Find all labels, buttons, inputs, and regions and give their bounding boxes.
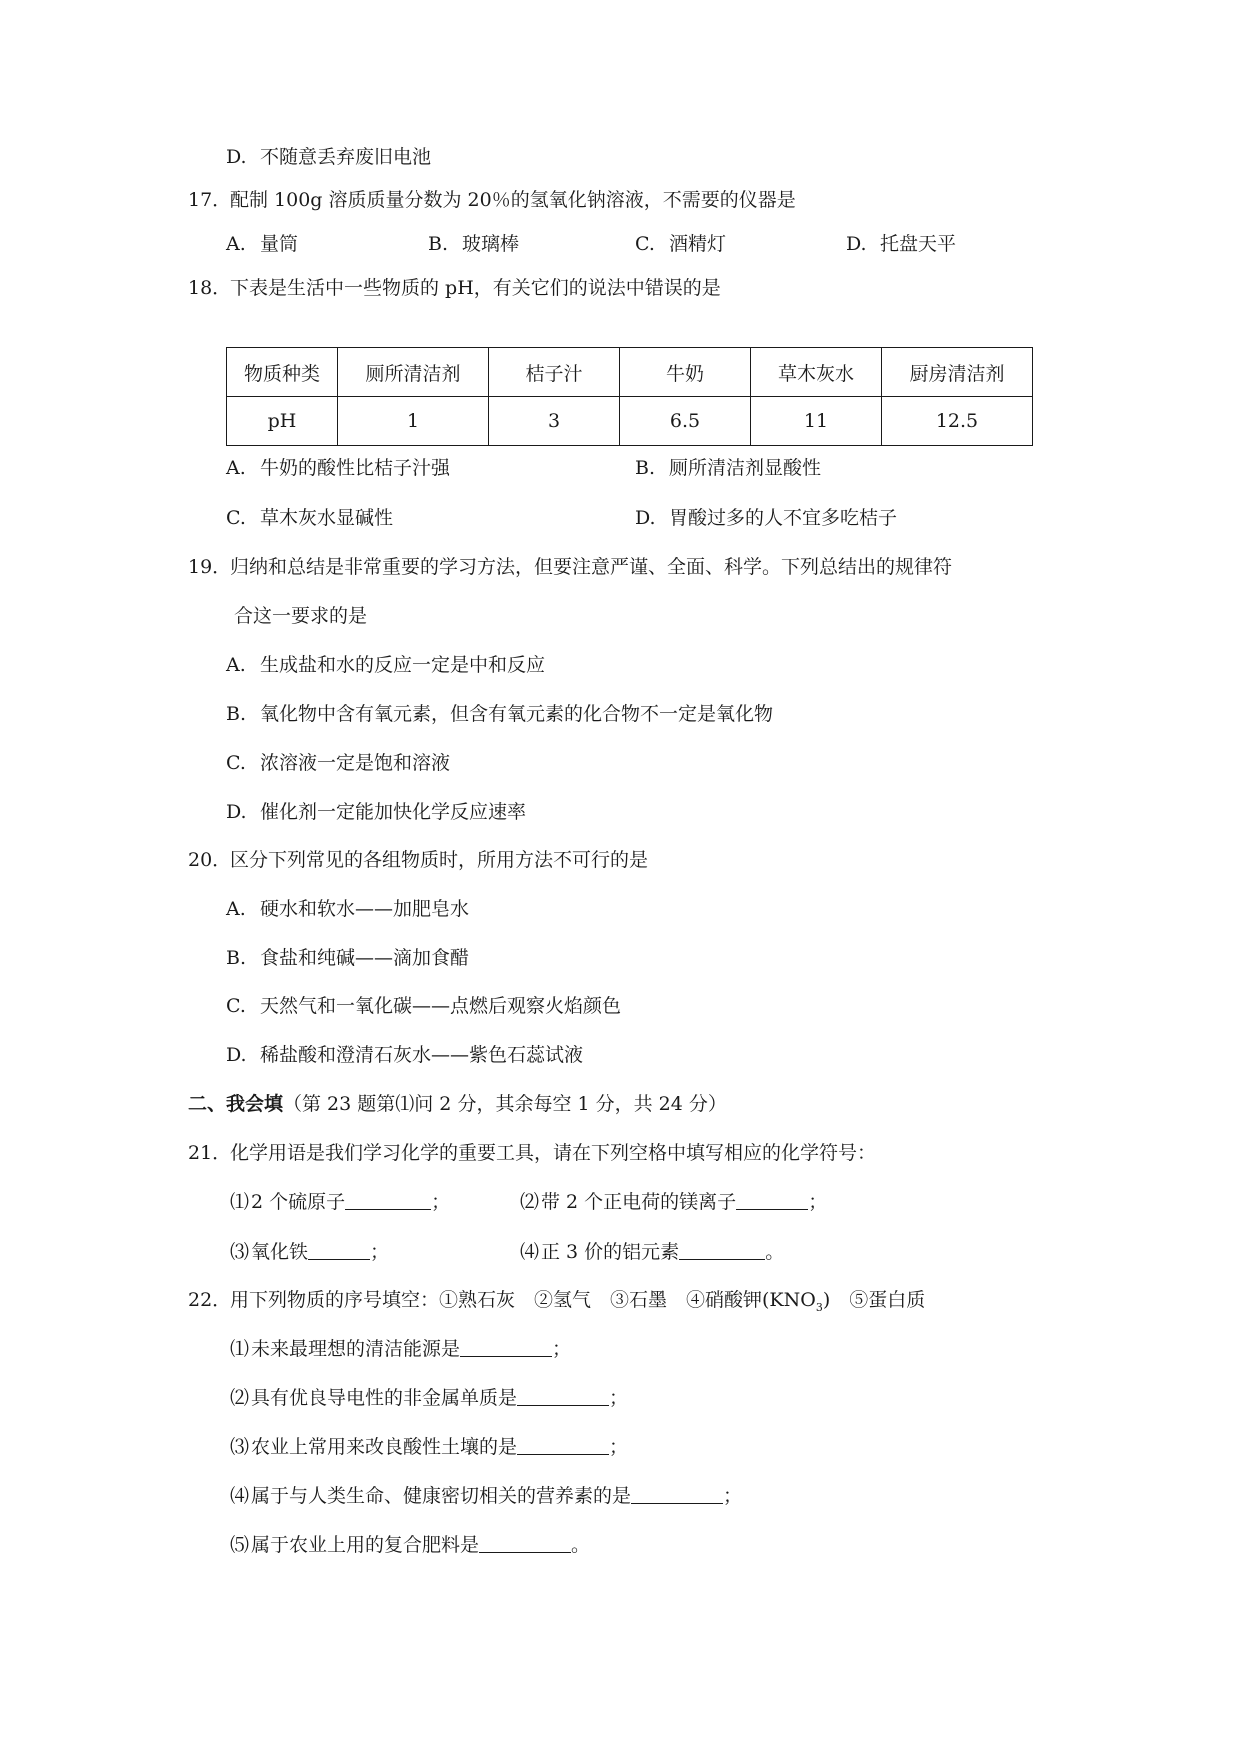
item-number: ⑵ xyxy=(520,1191,540,1213)
question-21 xyxy=(188,1140,876,1166)
answer-blank[interactable] xyxy=(308,1241,370,1260)
option-label: A. xyxy=(226,233,246,255)
q22-item-1 xyxy=(230,1336,571,1362)
question-number: 21． xyxy=(188,1142,232,1164)
option-label: B. xyxy=(226,703,247,725)
item-text: 未来最理想的清洁能源是 xyxy=(251,1338,461,1360)
table-cell: 厨房清洁剂 xyxy=(882,348,1033,397)
option-label: B. xyxy=(226,947,247,969)
option-text: 食盐和纯碱——滴加食醋 xyxy=(260,947,470,969)
q18-option-b xyxy=(635,455,821,481)
answer-blank[interactable] xyxy=(517,1436,609,1455)
item-number: ⑸ xyxy=(230,1534,250,1556)
option-text: 催化剂一定能加快化学反应速率 xyxy=(260,801,527,823)
question-text: 合这一要求的是 xyxy=(234,605,368,627)
answer-blank[interactable] xyxy=(345,1191,431,1210)
item-text: 具有优良导电性的非金属单质是 xyxy=(251,1387,518,1409)
q21-item-4 xyxy=(520,1239,784,1265)
option-text: 稀盐酸和澄清石灰水——紫色石蕊试液 xyxy=(260,1044,584,1066)
item-punct: 。 xyxy=(571,1534,591,1556)
q20-option-a xyxy=(226,896,469,922)
answer-blank[interactable] xyxy=(460,1338,552,1357)
item-text: 正 3 价的铝元素 xyxy=(541,1241,680,1263)
question-number: 19． xyxy=(188,556,232,578)
question-20 xyxy=(188,847,648,873)
table-row xyxy=(227,397,1033,446)
option-label: A. xyxy=(226,898,246,920)
question-text-suffix: ) ⑤蛋白质 xyxy=(822,1289,926,1311)
item-text: 2 个硫原子 xyxy=(251,1191,346,1213)
q22-item-2 xyxy=(230,1385,628,1411)
question-19 xyxy=(188,554,952,580)
question-text: 配制 100g 溶质质量分数为 20％的氢氧化钠溶液，不需要的仪器是 xyxy=(230,189,796,211)
question-number: 17． xyxy=(188,189,232,211)
q19-option-d xyxy=(226,799,526,825)
option-label: A. xyxy=(226,654,246,676)
option-text: 浓溶液一定是饱和溶液 xyxy=(260,752,451,774)
q21-item-2 xyxy=(520,1189,827,1215)
item-text: 属于与人类生命、健康密切相关的营养素的是 xyxy=(251,1485,632,1507)
item-punct: ； xyxy=(723,1485,743,1507)
item-punct: ； xyxy=(808,1191,828,1213)
option-text: 酒精灯 xyxy=(669,233,727,255)
question-22 xyxy=(188,1287,925,1321)
question-number: 20． xyxy=(188,849,232,871)
table-cell: 物质种类 xyxy=(227,348,338,397)
option-text: 草木灰水显碱性 xyxy=(260,507,394,529)
item-punct: ； xyxy=(609,1387,629,1409)
option-label: A. xyxy=(226,457,246,479)
q20-option-b xyxy=(226,945,469,971)
item-text: 氧化铁 xyxy=(251,1241,309,1263)
item-text: 带 2 个正电荷的镁离子 xyxy=(541,1191,737,1213)
option-text: 厕所清洁剂显酸性 xyxy=(669,457,822,479)
table-cell: 草木灰水 xyxy=(751,348,882,397)
question-text: 下表是生活中一些物质的 pH，有关它们的说法中错误的是 xyxy=(230,277,721,299)
answer-blank[interactable] xyxy=(479,1534,571,1553)
q17-option-d xyxy=(846,231,956,257)
option-text: 玻璃棒 xyxy=(462,233,520,255)
table-cell: pH xyxy=(227,397,338,446)
q20-option-d xyxy=(226,1042,583,1068)
option-label: D. xyxy=(226,146,247,168)
q21-item-1 xyxy=(230,1189,450,1215)
item-punct: ； xyxy=(609,1436,629,1458)
question-text: 用下列物质的序号填空：①熟石灰 ②氢气 ③石墨 ④硝酸钾(KNO xyxy=(230,1289,816,1311)
item-number: ⑷ xyxy=(230,1485,250,1507)
q22-item-4 xyxy=(230,1483,742,1509)
item-punct: ； xyxy=(431,1191,451,1213)
option-label: D. xyxy=(226,1044,247,1066)
question-number: 22． xyxy=(188,1289,232,1311)
q17-option-c xyxy=(635,231,726,257)
option-text: 牛奶的酸性比桔子汁强 xyxy=(260,457,451,479)
formula-subscript: 3 xyxy=(815,1300,823,1314)
table-header-row xyxy=(227,348,1033,397)
table-cell: 6.5 xyxy=(620,397,751,446)
option-text: 硬水和软水——加肥皂水 xyxy=(260,898,470,920)
table-cell: 11 xyxy=(751,397,882,446)
question-17 xyxy=(188,187,796,213)
item-number: ⑴ xyxy=(230,1191,250,1213)
option-text: 天然气和一氧化碳——点燃后观察火焰颜色 xyxy=(260,995,622,1017)
question-18 xyxy=(188,275,721,301)
option-label: C. xyxy=(226,507,246,529)
option-text: 胃酸过多的人不宜多吃桔子 xyxy=(669,507,898,529)
question-text: 归纳和总结是非常重要的学习方法，但要注意严谨、全面、科学。下列总结出的规律符 xyxy=(230,556,953,578)
option-text: 氧化物中含有氧元素，但含有氧元素的化合物不一定是氧化物 xyxy=(260,703,774,725)
item-punct: 。 xyxy=(765,1241,785,1263)
answer-blank[interactable] xyxy=(631,1485,723,1504)
question-text: 化学用语是我们学习化学的重要工具，请在下列空格中填写相应的化学符号： xyxy=(230,1142,877,1164)
section-title: 二、我会填 xyxy=(188,1093,284,1115)
question-number: 18． xyxy=(188,277,232,299)
q19-option-c xyxy=(226,750,450,776)
q19-option-b xyxy=(226,701,773,727)
answer-blank[interactable] xyxy=(517,1387,609,1406)
q22-item-3 xyxy=(230,1434,628,1460)
q21-item-3 xyxy=(230,1239,389,1265)
option-label: C. xyxy=(635,233,655,255)
section-note: （第 23 题第⑴问 2 分，其余每空 1 分，共 24 分） xyxy=(283,1093,727,1115)
q16-option-d xyxy=(226,144,431,170)
item-punct: ； xyxy=(370,1241,390,1263)
item-number: ⑵ xyxy=(230,1387,250,1409)
table-cell: 牛奶 xyxy=(620,348,751,397)
q18-option-a xyxy=(226,455,450,481)
item-number: ⑴ xyxy=(230,1338,250,1360)
table-cell: 3 xyxy=(489,397,620,446)
answer-blank[interactable] xyxy=(679,1241,765,1260)
q17-option-a xyxy=(226,231,298,257)
q22-item-5 xyxy=(230,1532,590,1558)
option-label: C. xyxy=(226,995,246,1017)
question-text: 区分下列常见的各组物质时，所用方法不可行的是 xyxy=(230,849,649,871)
item-number: ⑶ xyxy=(230,1436,250,1458)
q19-option-a xyxy=(226,652,545,678)
option-label: D. xyxy=(635,507,656,529)
question-19-continued xyxy=(234,603,367,629)
table-cell: 厕所清洁剂 xyxy=(338,348,489,397)
option-text: 生成盐和水的反应一定是中和反应 xyxy=(260,654,546,676)
item-punct: ； xyxy=(552,1338,572,1360)
option-text: 不随意丢弃废旧电池 xyxy=(260,146,432,168)
table-cell: 12.5 xyxy=(882,397,1033,446)
table-cell: 桔子汁 xyxy=(489,348,620,397)
option-label: B. xyxy=(428,233,449,255)
table-cell: 1 xyxy=(338,397,489,446)
q20-option-c xyxy=(226,993,621,1019)
option-label: D. xyxy=(846,233,867,255)
option-label: D. xyxy=(226,801,247,823)
answer-blank[interactable] xyxy=(736,1191,808,1210)
item-text: 农业上常用来改良酸性土壤的是 xyxy=(251,1436,518,1458)
item-number: ⑷ xyxy=(520,1241,540,1263)
q18-option-c xyxy=(226,505,393,531)
option-text: 量筒 xyxy=(260,233,299,255)
q18-option-d xyxy=(635,505,897,531)
option-text: 托盘天平 xyxy=(880,233,957,255)
ph-table xyxy=(226,347,1033,446)
option-label: C. xyxy=(226,752,246,774)
item-number: ⑶ xyxy=(230,1241,250,1263)
q17-option-b xyxy=(428,231,519,257)
item-text: 属于农业上用的复合肥料是 xyxy=(251,1534,480,1556)
section-heading xyxy=(188,1091,727,1117)
option-label: B. xyxy=(635,457,656,479)
